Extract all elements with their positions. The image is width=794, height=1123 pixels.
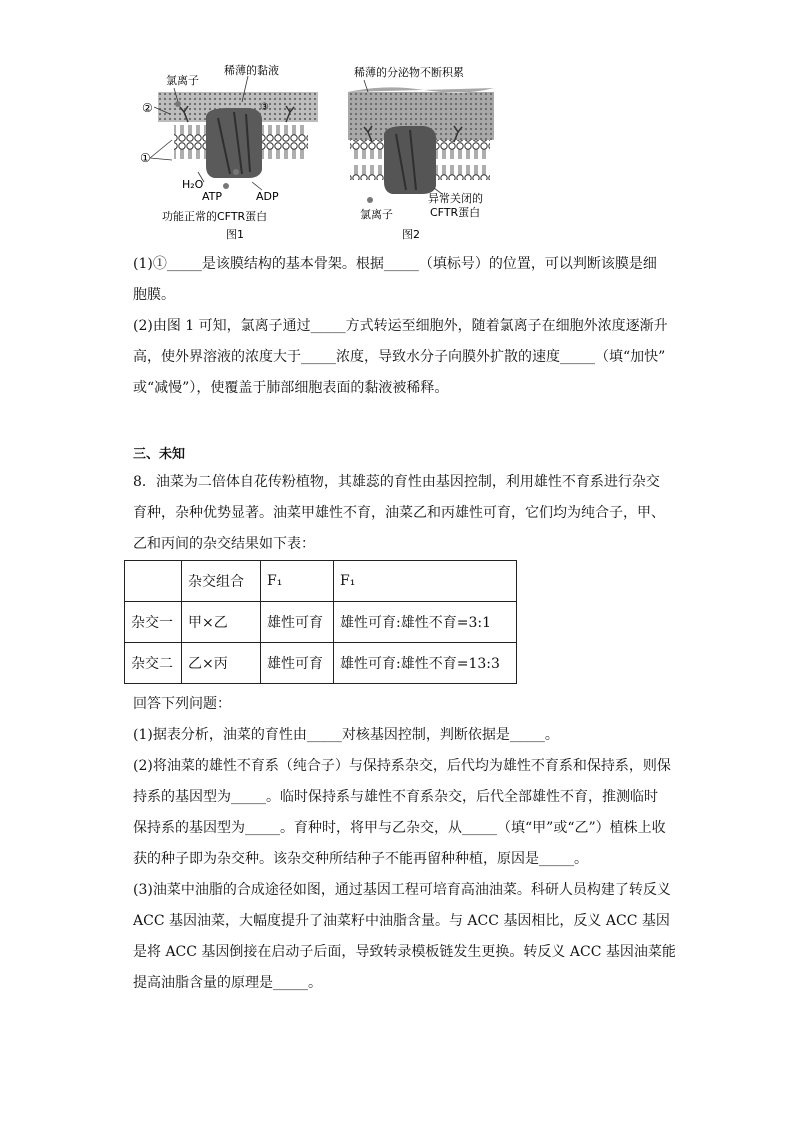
q8-part3-line1: (3)油菜中油脂的合成途径如图，通过基因工程可培育高油油菜。科研人员构建了转反义 — [133, 882, 671, 898]
table-cell: 雄性可育:雄性不育=13:3 — [334, 643, 517, 684]
answer-prompt: 回答下列问题： — [133, 696, 231, 712]
marker-2: ② — [142, 101, 153, 115]
cross-results-table — [124, 560, 517, 684]
marker-3: ③ — [260, 102, 269, 113]
q7-part2-line2: 高，使外界溶液的浓度大于_____浓度，导致水分子向膜外扩散的速度_____（填“加快” — [133, 349, 666, 365]
q7-part1-line2: 胞膜。 — [133, 287, 175, 303]
q8-part2-line1: (2)将油菜的雄性不育系（纯合子）与保持系杂交，后代均为雄性不育系和保持系，则保 — [133, 758, 671, 774]
q8-part2-line4: 获的种子即为杂交种。该杂交种所结种子不能再留种种植，原因是_____。 — [133, 851, 588, 867]
q8-intro-line3: 乙和丙间的杂交结果如下表： — [133, 536, 315, 552]
marker-1: ① — [140, 151, 151, 165]
table-header-cell: 杂交组合 — [182, 561, 261, 602]
table-header-cell: F₁ — [261, 561, 334, 602]
q8-part2-line3: 保持系的基因型为_____。育种时，将甲与乙杂交，从_____（填“甲”或“乙”）植株上收 — [133, 820, 666, 836]
table-cell: 杂交一 — [125, 602, 182, 643]
table-cell: 雄性可育 — [261, 602, 334, 643]
section-title: 三、未知 — [133, 447, 186, 462]
chloride-label: 氯离子 — [360, 208, 393, 221]
secretion-label: 稀薄的分泌物不断积累 — [354, 66, 464, 79]
q8-part3-line4: 提高油脂含量的原理是_____。 — [133, 975, 322, 991]
figure-1 — [138, 62, 324, 242]
q8-part2-line2: 持系的基因型为_____。临时保持系与雄性不育系杂交，后代全部雄性不育，推测临时 — [133, 789, 658, 805]
atp-label: ATP — [202, 190, 223, 203]
table-row — [125, 643, 517, 684]
q7-part2-line1: (2)由图 1 可知，氯离子通过_____方式转运至细胞外，随着氯离子在细胞外浓度逐渐升 — [133, 318, 668, 334]
table-header-cell — [125, 561, 182, 602]
table-header-cell: F₁ — [334, 561, 517, 602]
table-header-row — [125, 561, 517, 602]
table-row — [125, 602, 517, 643]
q8-part1: (1)据表分析，油菜的育性由_____对核基因控制，判断依据是_____。 — [133, 727, 559, 743]
q8-intro-line1: 8．油菜为二倍体自花传粉植物，其雄蕊的育性由基因控制，利用雄性不育系进行杂交 — [133, 474, 660, 490]
table-cell: 乙×丙 — [182, 643, 261, 684]
q8-part3-line2: ACC 基因油菜，大幅度提升了油菜籽中油脂含量。与 ACC 基因相比，反义 ACC 基因 — [133, 913, 670, 929]
abnormal-label-2: CFTR蛋白 — [430, 206, 481, 219]
mucus-label: 稀薄的黏液 — [224, 64, 279, 77]
q7-part2-line3: 或“减慢”），使覆盖于肺部细胞表面的黏液被稀释。 — [133, 380, 449, 396]
adp-label: ADP — [256, 190, 279, 203]
table-cell: 雄性可育:雄性不育=3:1 — [334, 602, 517, 643]
figure-1-caption: 图1 — [226, 228, 244, 241]
protein-caption: 功能正常的CFTR蛋白 — [162, 210, 268, 223]
h2o-label: H₂O — [182, 178, 204, 191]
figure-2 — [344, 62, 496, 242]
q8-intro-line2: 育种，杂种优势显著。油菜甲雄性不育，油菜乙和丙雄性可育，它们均为纯合子，甲、 — [133, 505, 665, 521]
chloride-label: 氯离子 — [166, 74, 199, 87]
table-cell: 甲×乙 — [182, 602, 261, 643]
q8-part3-line3: 是将 ACC 基因倒接在启动子后面，导致转录模板链发生更换。转反义 ACC 基因油菜能 — [133, 944, 676, 960]
table-cell: 雄性可育 — [261, 643, 334, 684]
table-cell: 杂交二 — [125, 643, 182, 684]
figure-2-caption: 图2 — [402, 228, 420, 241]
q7-part1-line1: (1)①_____是该膜结构的基本骨架。根据_____（填标号）的位置，可以判断该膜是细 — [133, 256, 657, 272]
abnormal-label-1: 异常关闭的 — [428, 192, 483, 205]
